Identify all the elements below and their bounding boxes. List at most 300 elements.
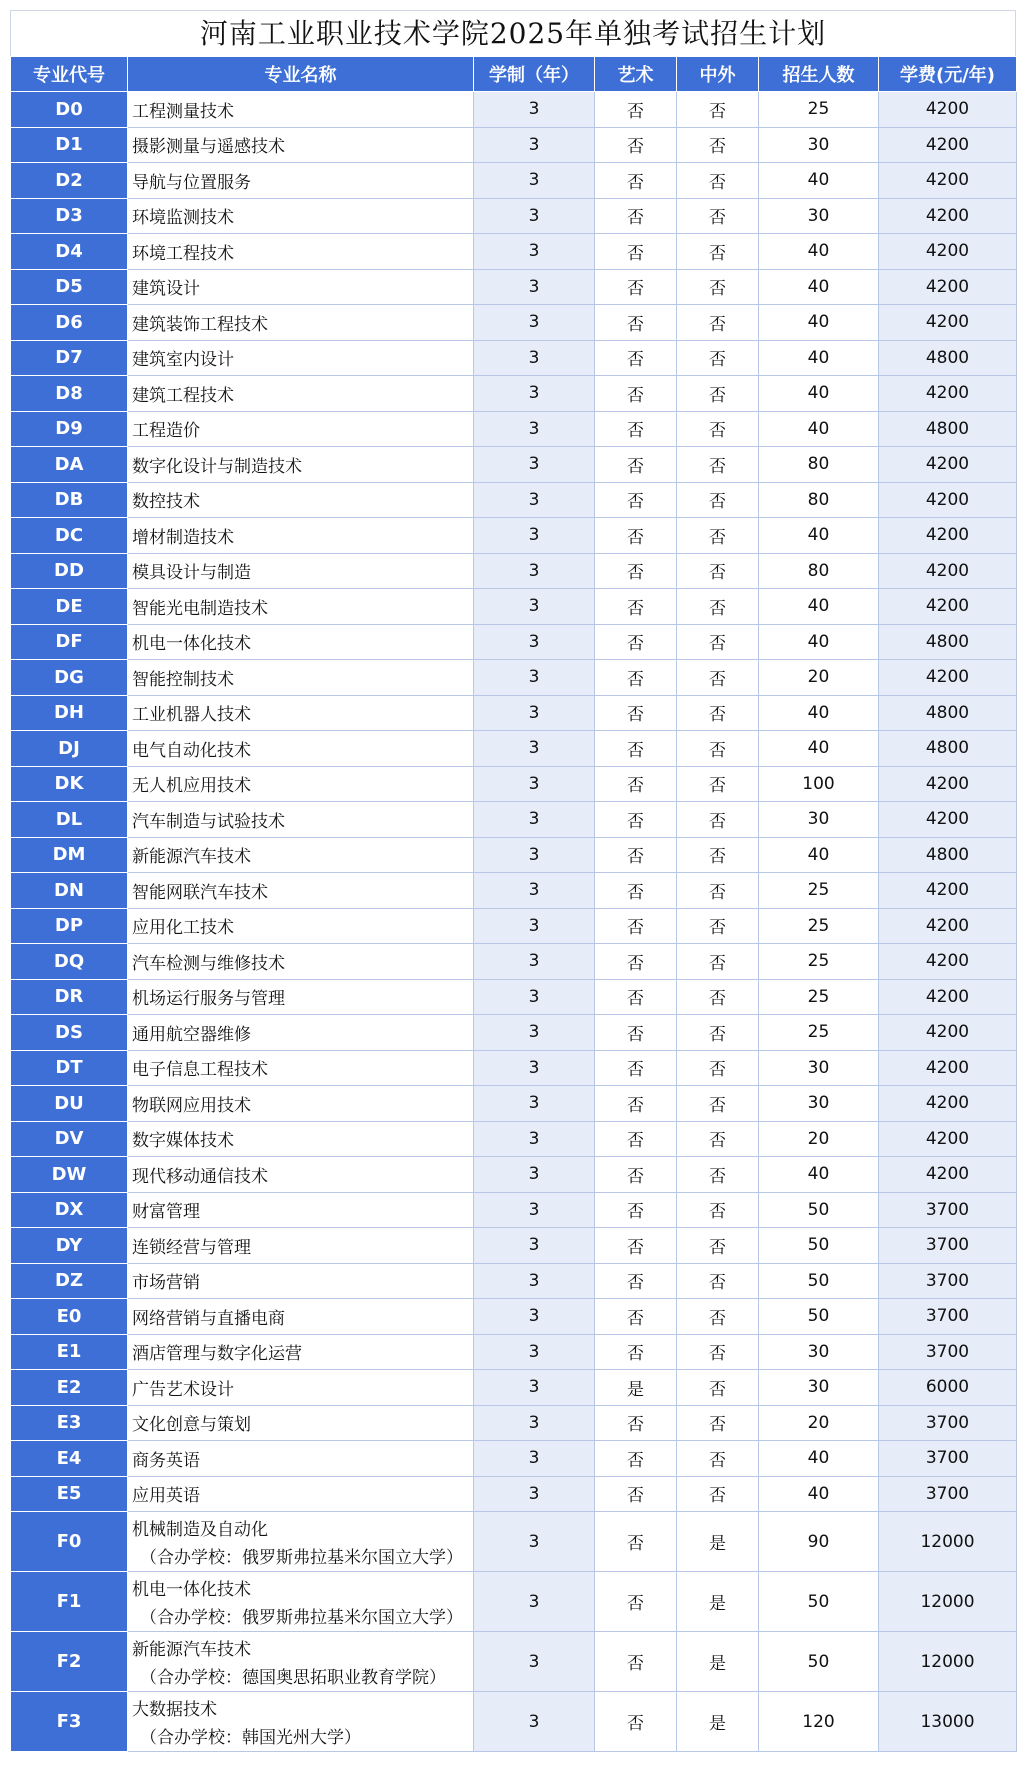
cell-art: 否 — [595, 1692, 677, 1752]
cell-code: DX — [11, 1192, 128, 1228]
cell-name — [128, 873, 474, 909]
cell-name — [128, 1228, 474, 1264]
major-name: 网络营销与直播电商 — [132, 1308, 285, 1329]
cell-intl: 否 — [677, 1441, 759, 1477]
table-row — [11, 802, 1017, 838]
table-body — [11, 92, 1017, 1752]
table-row — [11, 1405, 1017, 1441]
cell-code: E5 — [11, 1476, 128, 1512]
cell-art: 否 — [595, 269, 677, 305]
table-row — [11, 1157, 1017, 1193]
cell-intl: 否 — [677, 198, 759, 234]
table-row — [11, 1334, 1017, 1370]
cell-intl: 否 — [677, 908, 759, 944]
cell-art: 否 — [595, 837, 677, 873]
cell-code: DC — [11, 518, 128, 554]
cell-name — [128, 624, 474, 660]
cell-name — [128, 660, 474, 696]
cell-fee: 4200 — [879, 1157, 1017, 1193]
cell-name — [128, 1263, 474, 1299]
cell-length: 3 — [474, 553, 595, 589]
cell-fee: 4200 — [879, 1121, 1017, 1157]
cell-quota: 40 — [759, 695, 879, 731]
cell-art: 否 — [595, 1512, 677, 1572]
cell-name — [128, 1692, 474, 1752]
cell-fee: 4200 — [879, 163, 1017, 199]
table-row — [11, 1228, 1017, 1264]
cell-art: 否 — [595, 518, 677, 554]
cell-fee: 4200 — [879, 553, 1017, 589]
cell-name — [128, 269, 474, 305]
cell-intl: 是 — [677, 1692, 759, 1752]
cell-name — [128, 305, 474, 341]
cell-length: 3 — [474, 376, 595, 412]
major-name: 机电一体化技术 — [132, 634, 251, 655]
cell-name — [128, 518, 474, 554]
cell-length: 3 — [474, 411, 595, 447]
cell-name — [128, 1192, 474, 1228]
table-row — [11, 127, 1017, 163]
cell-quota: 40 — [759, 837, 879, 873]
table-row — [11, 873, 1017, 909]
cell-length: 3 — [474, 731, 595, 767]
table-row — [11, 1015, 1017, 1051]
header-code: 专业代号 — [11, 57, 128, 92]
table-row — [11, 695, 1017, 731]
cell-code: DM — [11, 837, 128, 873]
cell-intl: 否 — [677, 1263, 759, 1299]
partner-school: （合办学校：韩国光州大学） — [140, 1728, 361, 1748]
cell-code: DF — [11, 624, 128, 660]
cell-code: DP — [11, 908, 128, 944]
cell-length: 3 — [474, 482, 595, 518]
cell-intl: 否 — [677, 766, 759, 802]
table-row — [11, 1572, 1017, 1632]
cell-name — [128, 1632, 474, 1692]
cell-quota: 90 — [759, 1512, 879, 1572]
cell-length: 3 — [474, 837, 595, 873]
cell-length: 3 — [474, 92, 595, 128]
cell-fee: 4200 — [879, 305, 1017, 341]
major-name: 数控技术 — [132, 492, 200, 513]
page-title: 河南工业职业技术学院2025年单独考试招生计划 — [10, 10, 1016, 56]
cell-length: 3 — [474, 1405, 595, 1441]
table-row — [11, 908, 1017, 944]
cell-code: D3 — [11, 198, 128, 234]
cell-length: 3 — [474, 660, 595, 696]
cell-quota: 30 — [759, 802, 879, 838]
table-row — [11, 1086, 1017, 1122]
cell-art: 否 — [595, 1228, 677, 1264]
cell-name — [128, 553, 474, 589]
partner-school: （合办学校：俄罗斯弗拉基米尔国立大学） — [140, 1548, 463, 1568]
cell-code: DK — [11, 766, 128, 802]
cell-fee: 4200 — [879, 198, 1017, 234]
cell-art: 否 — [595, 1572, 677, 1632]
table-header-row — [11, 57, 1017, 92]
cell-quota: 40 — [759, 624, 879, 660]
cell-art: 否 — [595, 1263, 677, 1299]
cell-fee: 12000 — [879, 1632, 1017, 1692]
cell-art: 否 — [595, 376, 677, 412]
cell-quota: 80 — [759, 447, 879, 483]
cell-fee: 4200 — [879, 908, 1017, 944]
cell-code: D7 — [11, 340, 128, 376]
cell-code: DT — [11, 1050, 128, 1086]
cell-length: 3 — [474, 163, 595, 199]
enrollment-table — [10, 56, 1017, 1752]
cell-name — [128, 376, 474, 412]
table-row — [11, 1692, 1017, 1752]
major-name: 应用化工技术 — [132, 918, 234, 939]
table-row — [11, 944, 1017, 980]
cell-name — [128, 1121, 474, 1157]
cell-code: DA — [11, 447, 128, 483]
major-name: 通用航空器维修 — [132, 1024, 251, 1045]
major-name: 文化创意与策划 — [132, 1415, 251, 1436]
cell-fee: 4800 — [879, 731, 1017, 767]
cell-art: 否 — [595, 305, 677, 341]
table-row — [11, 482, 1017, 518]
cell-name — [128, 695, 474, 731]
cell-quota: 40 — [759, 1476, 879, 1512]
cell-code: E3 — [11, 1405, 128, 1441]
major-name: 新能源汽车技术 — [132, 1640, 251, 1660]
cell-code: F0 — [11, 1512, 128, 1572]
cell-length: 3 — [474, 1572, 595, 1632]
cell-quota: 25 — [759, 92, 879, 128]
table-row — [11, 766, 1017, 802]
cell-length: 3 — [474, 269, 595, 305]
cell-art: 否 — [595, 1157, 677, 1193]
cell-length: 3 — [474, 979, 595, 1015]
cell-art: 否 — [595, 1050, 677, 1086]
cell-intl: 否 — [677, 873, 759, 909]
cell-fee: 4200 — [879, 766, 1017, 802]
table-row — [11, 589, 1017, 625]
cell-intl: 否 — [677, 1192, 759, 1228]
major-name: 汽车检测与维修技术 — [132, 953, 285, 974]
cell-intl: 是 — [677, 1572, 759, 1632]
cell-art: 否 — [595, 766, 677, 802]
cell-name — [128, 1441, 474, 1477]
table-row — [11, 1050, 1017, 1086]
cell-intl: 否 — [677, 127, 759, 163]
cell-length: 3 — [474, 1050, 595, 1086]
cell-fee: 4200 — [879, 518, 1017, 554]
cell-fee: 4200 — [879, 944, 1017, 980]
cell-code: E1 — [11, 1334, 128, 1370]
cell-intl: 否 — [677, 1334, 759, 1370]
cell-intl: 否 — [677, 1476, 759, 1512]
cell-code: E4 — [11, 1441, 128, 1477]
major-name: 机场运行服务与管理 — [132, 989, 285, 1010]
cell-name — [128, 908, 474, 944]
cell-art: 否 — [595, 589, 677, 625]
cell-code: DJ — [11, 731, 128, 767]
cell-code: F3 — [11, 1692, 128, 1752]
cell-code: D2 — [11, 163, 128, 199]
cell-fee: 4800 — [879, 837, 1017, 873]
cell-length: 3 — [474, 1263, 595, 1299]
cell-code: E2 — [11, 1370, 128, 1406]
cell-quota: 40 — [759, 305, 879, 341]
cell-art: 否 — [595, 660, 677, 696]
cell-art: 否 — [595, 482, 677, 518]
cell-name — [128, 1572, 474, 1632]
cell-intl: 否 — [677, 376, 759, 412]
cell-code: DN — [11, 873, 128, 909]
cell-fee: 4200 — [879, 873, 1017, 909]
major-name: 建筑装饰工程技术 — [132, 314, 268, 335]
header-intl: 中外 — [677, 57, 759, 92]
cell-fee: 4200 — [879, 234, 1017, 270]
cell-fee: 4200 — [879, 127, 1017, 163]
table-row — [11, 163, 1017, 199]
cell-fee: 3700 — [879, 1476, 1017, 1512]
cell-quota: 30 — [759, 1334, 879, 1370]
major-name: 电子信息工程技术 — [132, 1060, 268, 1081]
table-row — [11, 376, 1017, 412]
table-row — [11, 1441, 1017, 1477]
cell-name — [128, 731, 474, 767]
cell-fee: 3700 — [879, 1441, 1017, 1477]
cell-art: 否 — [595, 624, 677, 660]
cell-name — [128, 944, 474, 980]
cell-code: DQ — [11, 944, 128, 980]
major-name: 汽车制造与试验技术 — [132, 811, 285, 832]
cell-name — [128, 340, 474, 376]
header-fee: 学费(元/年) — [879, 57, 1017, 92]
cell-art: 否 — [595, 802, 677, 838]
major-name: 建筑室内设计 — [132, 350, 234, 371]
cell-name — [128, 589, 474, 625]
cell-art: 否 — [595, 1632, 677, 1692]
cell-name — [128, 1476, 474, 1512]
cell-length: 3 — [474, 1228, 595, 1264]
cell-quota: 30 — [759, 1370, 879, 1406]
cell-intl: 否 — [677, 1121, 759, 1157]
cell-art: 否 — [595, 1334, 677, 1370]
major-name: 市场营销 — [132, 1273, 200, 1294]
cell-fee: 4200 — [879, 802, 1017, 838]
cell-quota: 25 — [759, 1015, 879, 1051]
cell-name — [128, 1370, 474, 1406]
cell-quota: 40 — [759, 163, 879, 199]
partner-school: （合办学校：德国奥思拓职业教育学院） — [140, 1668, 446, 1688]
cell-code: DH — [11, 695, 128, 731]
cell-art: 否 — [595, 198, 677, 234]
cell-art: 否 — [595, 979, 677, 1015]
cell-quota: 50 — [759, 1263, 879, 1299]
cell-intl: 否 — [677, 482, 759, 518]
cell-quota: 30 — [759, 1050, 879, 1086]
cell-length: 3 — [474, 1476, 595, 1512]
header-art: 艺术 — [595, 57, 677, 92]
major-name: 智能控制技术 — [132, 669, 234, 690]
cell-art: 否 — [595, 553, 677, 589]
table-row — [11, 979, 1017, 1015]
cell-quota: 40 — [759, 731, 879, 767]
cell-fee: 4200 — [879, 447, 1017, 483]
major-name: 模具设计与制造 — [132, 563, 251, 584]
major-name: 大数据技术 — [132, 1700, 217, 1720]
cell-fee: 4800 — [879, 411, 1017, 447]
cell-length: 3 — [474, 1157, 595, 1193]
cell-length: 3 — [474, 802, 595, 838]
cell-name — [128, 1405, 474, 1441]
cell-art: 否 — [595, 944, 677, 980]
cell-length: 3 — [474, 624, 595, 660]
cell-code: DB — [11, 482, 128, 518]
cell-quota: 40 — [759, 411, 879, 447]
cell-fee: 12000 — [879, 1512, 1017, 1572]
cell-fee: 4200 — [879, 482, 1017, 518]
cell-art: 否 — [595, 873, 677, 909]
cell-art: 否 — [595, 1192, 677, 1228]
cell-fee: 4200 — [879, 1050, 1017, 1086]
cell-quota: 100 — [759, 766, 879, 802]
cell-fee: 3700 — [879, 1299, 1017, 1335]
cell-code: DZ — [11, 1263, 128, 1299]
cell-name — [128, 766, 474, 802]
cell-code: F2 — [11, 1632, 128, 1692]
cell-intl: 否 — [677, 1299, 759, 1335]
table-row — [11, 1512, 1017, 1572]
cell-fee: 4800 — [879, 695, 1017, 731]
cell-quota: 25 — [759, 908, 879, 944]
cell-intl: 否 — [677, 553, 759, 589]
cell-code: D9 — [11, 411, 128, 447]
cell-fee: 4800 — [879, 624, 1017, 660]
cell-art: 否 — [595, 1405, 677, 1441]
cell-name — [128, 163, 474, 199]
cell-code: F1 — [11, 1572, 128, 1632]
cell-name — [128, 127, 474, 163]
table-row — [11, 305, 1017, 341]
table-row — [11, 553, 1017, 589]
table-row — [11, 269, 1017, 305]
table-row — [11, 1299, 1017, 1335]
major-name: 工程测量技术 — [132, 101, 234, 122]
cell-name — [128, 1086, 474, 1122]
cell-length: 3 — [474, 1441, 595, 1477]
cell-quota: 40 — [759, 340, 879, 376]
major-name: 智能光电制造技术 — [132, 598, 268, 619]
enrollment-sheet — [10, 10, 1016, 1752]
cell-art: 是 — [595, 1370, 677, 1406]
table-row — [11, 340, 1017, 376]
cell-quota: 40 — [759, 269, 879, 305]
cell-length: 3 — [474, 589, 595, 625]
cell-length: 3 — [474, 1086, 595, 1122]
cell-fee: 3700 — [879, 1228, 1017, 1264]
cell-quota: 40 — [759, 589, 879, 625]
major-name: 酒店管理与数字化运营 — [132, 1344, 302, 1365]
cell-intl: 否 — [677, 1157, 759, 1193]
cell-intl: 否 — [677, 802, 759, 838]
cell-quota: 20 — [759, 1121, 879, 1157]
cell-intl: 否 — [677, 1228, 759, 1264]
header-length: 学制（年） — [474, 57, 595, 92]
cell-quota: 50 — [759, 1299, 879, 1335]
cell-intl: 否 — [677, 305, 759, 341]
cell-code: DL — [11, 802, 128, 838]
cell-length: 3 — [474, 1015, 595, 1051]
major-name: 电气自动化技术 — [132, 740, 251, 761]
cell-quota: 50 — [759, 1572, 879, 1632]
table-row — [11, 447, 1017, 483]
cell-quota: 50 — [759, 1228, 879, 1264]
cell-intl: 否 — [677, 1370, 759, 1406]
table-row — [11, 837, 1017, 873]
table-row — [11, 1121, 1017, 1157]
cell-intl: 否 — [677, 518, 759, 554]
cell-quota: 80 — [759, 482, 879, 518]
cell-quota: 80 — [759, 553, 879, 589]
cell-code: D8 — [11, 376, 128, 412]
cell-quota: 30 — [759, 198, 879, 234]
cell-code: D4 — [11, 234, 128, 270]
cell-fee: 4200 — [879, 269, 1017, 305]
major-name: 建筑设计 — [132, 279, 200, 300]
cell-fee: 4200 — [879, 589, 1017, 625]
major-name: 摄影测量与遥感技术 — [132, 137, 285, 158]
major-name: 应用英语 — [132, 1486, 200, 1507]
table-row — [11, 1263, 1017, 1299]
cell-name — [128, 1334, 474, 1370]
major-name: 现代移动通信技术 — [132, 1166, 268, 1187]
cell-art: 否 — [595, 447, 677, 483]
table-row — [11, 1192, 1017, 1228]
cell-quota: 40 — [759, 1441, 879, 1477]
cell-length: 3 — [474, 340, 595, 376]
cell-fee: 4200 — [879, 376, 1017, 412]
cell-intl: 否 — [677, 624, 759, 660]
major-name: 工程造价 — [132, 421, 200, 442]
table-row — [11, 624, 1017, 660]
cell-length: 3 — [474, 1192, 595, 1228]
cell-intl: 否 — [677, 660, 759, 696]
cell-fee: 13000 — [879, 1692, 1017, 1752]
cell-art: 否 — [595, 1476, 677, 1512]
cell-intl: 否 — [677, 731, 759, 767]
cell-code: D0 — [11, 92, 128, 128]
major-name: 财富管理 — [132, 1202, 200, 1223]
table-row — [11, 92, 1017, 128]
cell-code: E0 — [11, 1299, 128, 1335]
major-name: 环境工程技术 — [132, 243, 234, 264]
cell-quota: 50 — [759, 1632, 879, 1692]
cell-name — [128, 92, 474, 128]
cell-fee: 4200 — [879, 660, 1017, 696]
partner-school: （合办学校：俄罗斯弗拉基米尔国立大学） — [140, 1608, 463, 1628]
cell-quota: 120 — [759, 1692, 879, 1752]
cell-length: 3 — [474, 1121, 595, 1157]
cell-code: DV — [11, 1121, 128, 1157]
cell-fee: 4200 — [879, 979, 1017, 1015]
cell-fee: 4800 — [879, 340, 1017, 376]
cell-code: DD — [11, 553, 128, 589]
cell-quota: 25 — [759, 944, 879, 980]
cell-name — [128, 411, 474, 447]
cell-intl: 是 — [677, 1512, 759, 1572]
cell-quota: 40 — [759, 1157, 879, 1193]
cell-art: 否 — [595, 1299, 677, 1335]
cell-intl: 否 — [677, 234, 759, 270]
cell-name — [128, 979, 474, 1015]
cell-intl: 否 — [677, 1405, 759, 1441]
